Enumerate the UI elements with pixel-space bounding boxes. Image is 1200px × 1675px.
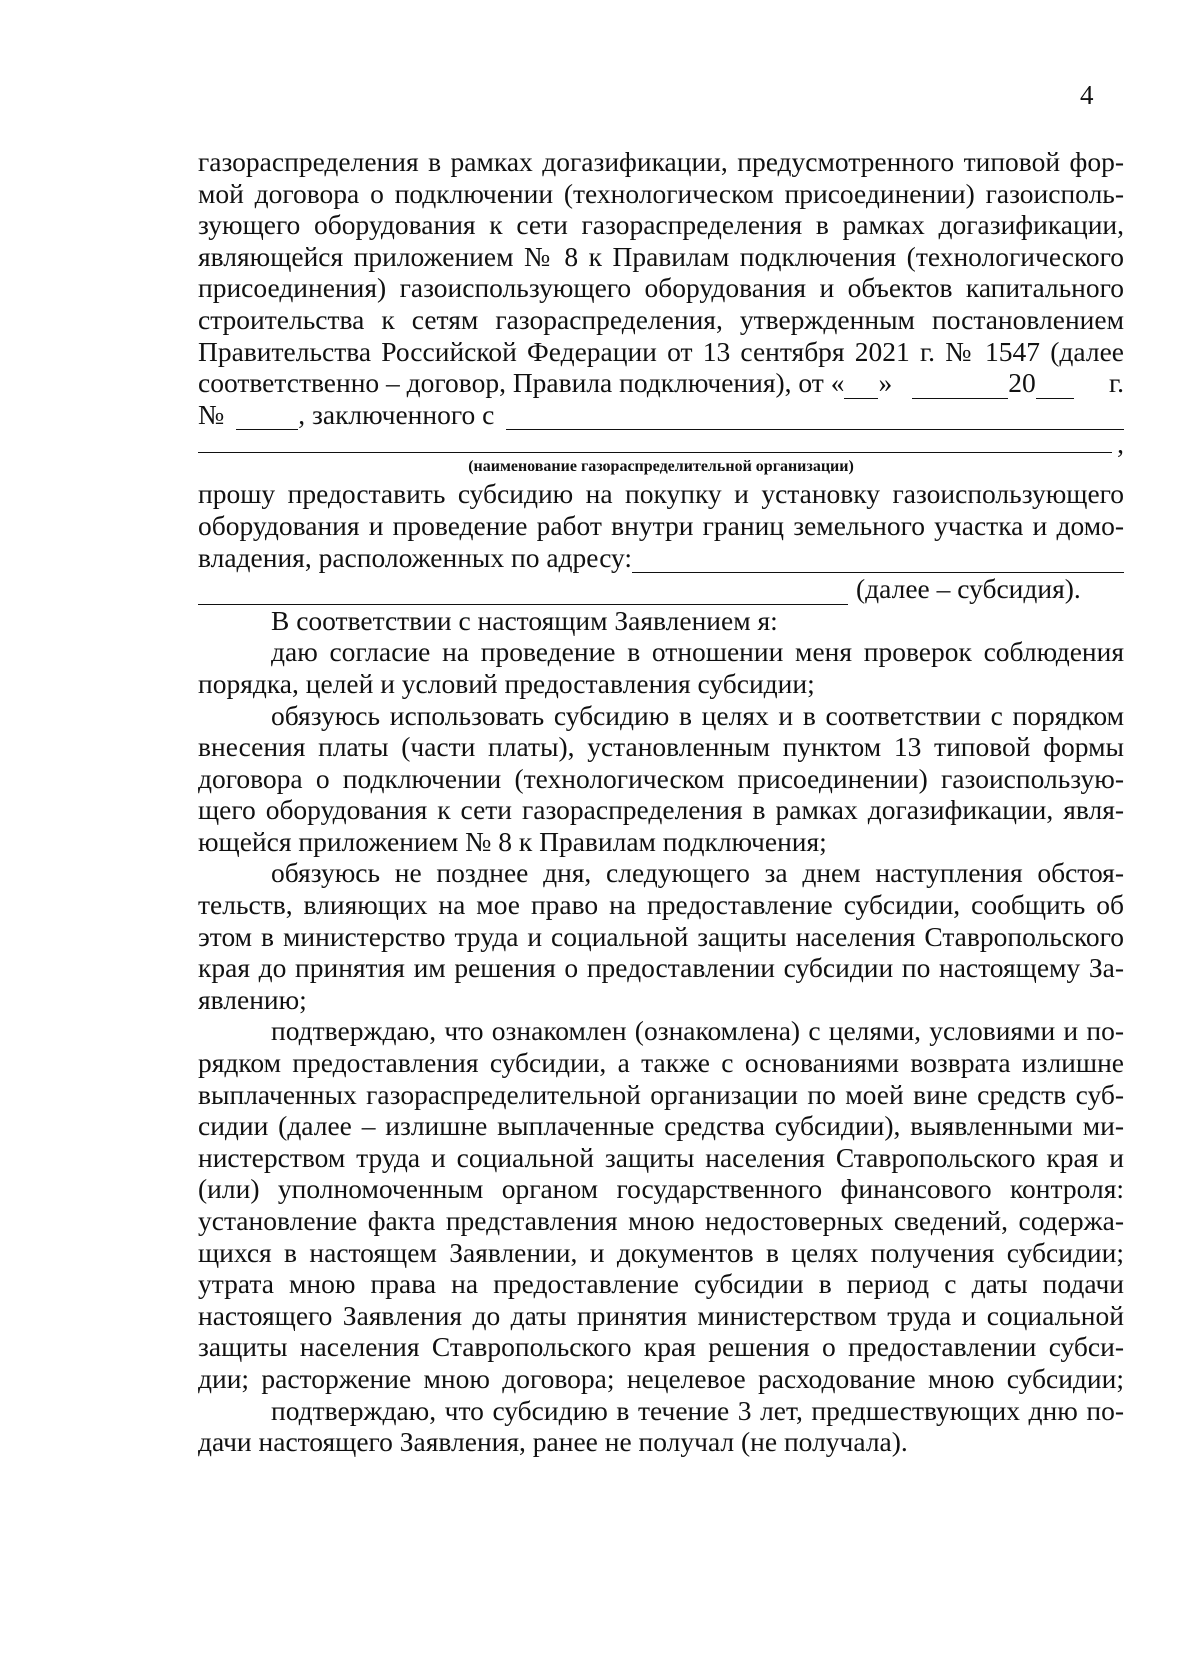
address-blank bbox=[632, 550, 1124, 573]
contract-number-blank bbox=[236, 407, 298, 430]
text-line: подтверждаю, что субсидию в течение 3 лет, предшествующих дню по- bbox=[271, 1394, 1124, 1426]
text-line: сидии (далее – излишне выплаченные средства субсидии), выявленными ми- bbox=[198, 1110, 1124, 1142]
text-line: прошу предоставить субсидию на покупку и установку газоиспользующего bbox=[198, 478, 1124, 510]
text-line: этом в министерство труда и социальной защиты населения Ставропольского bbox=[198, 920, 1124, 952]
year-prefix: 20 bbox=[1008, 367, 1036, 399]
text-line: подтверждаю, что ознакомлен (ознакомлена) с целями, условиями и по- bbox=[271, 1015, 1124, 1047]
address-line bbox=[198, 542, 1124, 574]
text-line: договора о подключении (технологическом присоединении) газоиспользую- bbox=[198, 762, 1124, 794]
text-line: нистерством труда и социальной защиты населения Ставропольского края и bbox=[198, 1141, 1124, 1173]
text-line: установление факта представления мною недостоверных сведений, содержа- bbox=[198, 1205, 1124, 1236]
text-line: тельств, влияющих на мое право на предоставление субсидии, сообщить об bbox=[198, 889, 1124, 921]
field-caption: (наименование газораспределительной организации) bbox=[468, 458, 854, 476]
text-line: защиты населения Ставропольского края решения о предоставлении субси- bbox=[198, 1331, 1124, 1363]
number-sign: № bbox=[198, 398, 225, 430]
text-line: явлению; bbox=[198, 983, 307, 1015]
text-line: рядком предоставления субсидии, а также с основаниями возврата излишне bbox=[198, 1047, 1124, 1079]
text-line: газораспределения в рамках догазификации, предусмотренного типовой фор- bbox=[198, 146, 1124, 177]
text-line: щихся в настоящем Заявлении, и документов в целях получения субсидии; bbox=[198, 1236, 1124, 1268]
organization-name-blank bbox=[198, 452, 1112, 453]
text-line: края до принятия им решения о предоставлении субсидии по настоящему За- bbox=[198, 952, 1124, 984]
intro-block bbox=[198, 146, 1124, 1458]
text-fragment: г. bbox=[1108, 367, 1124, 399]
text-fragment: » bbox=[878, 367, 893, 399]
text-fragment: , заключенного с bbox=[298, 398, 495, 430]
text-line: мой договора о подключении (технологическом присоединении) газоисполь- bbox=[198, 177, 1124, 209]
text-line: настоящего Заявления до даты принятия министерством труда и социальной bbox=[198, 1299, 1124, 1331]
text-fragment: (далее – субсидия). bbox=[856, 573, 1081, 605]
text-line: зующего оборудования к сети газораспределения в рамках догазификации, bbox=[198, 209, 1124, 241]
text-line: утрата мною права на предоставление субсидии в период с даты подачи bbox=[198, 1268, 1124, 1300]
page-number: 4 bbox=[1080, 80, 1094, 110]
text-line: присоединения) газоиспользующего оборудования и объектов капитального bbox=[198, 272, 1124, 304]
text-fragment: соответственно – договор, Правила подключения), от « bbox=[198, 367, 845, 399]
text-line: обязуюсь использовать субсидию в целях и в соответствии с порядком bbox=[271, 699, 1124, 731]
contract-date-line bbox=[198, 367, 1124, 399]
text-fragment: владения, расположенных по адресу: bbox=[198, 541, 633, 573]
address-blank-2 bbox=[198, 582, 848, 605]
text-line: ющейся приложением № 8 к Правилам подключения; bbox=[198, 825, 827, 857]
address-line-2 bbox=[198, 573, 1124, 605]
text-line: даю согласие на проведение в отношении меня проверок соблюдения bbox=[271, 636, 1124, 668]
text-line: дачи настоящего Заявления, ранее не получал (не получала). bbox=[198, 1426, 908, 1458]
text-line: внесения платы (части платы), установленным пунктом 13 типовой формы bbox=[198, 731, 1124, 763]
text-line: (или) уполномоченным органом государственного финансового контроля: bbox=[198, 1173, 1124, 1205]
text-fragment: , bbox=[1117, 428, 1124, 460]
text-line: строительства к сетям газораспределения, утвержденным постановлением bbox=[198, 303, 1124, 335]
section-intro: В соответствии с настоящим Заявлением я: bbox=[271, 604, 778, 636]
organization-blank bbox=[506, 407, 1124, 430]
day-blank bbox=[844, 376, 878, 399]
text-line: щего оборудования к сети газораспределения в рамках догазификации, явля- bbox=[198, 794, 1124, 826]
text-line: Правительства Российской Федерации от 13 сентября 2021 г. № 1547 (далее bbox=[198, 335, 1124, 367]
year-blank bbox=[1036, 376, 1074, 399]
contract-number-line bbox=[198, 399, 1124, 431]
text-line: дии; расторжение мною договора; нецелевое расходование мною субсидии; bbox=[198, 1362, 1124, 1394]
text-line: оборудования и проведение работ внутри границ земельного участка и домо- bbox=[198, 509, 1124, 541]
text-line: порядка, целей и условий предоставления субсидии; bbox=[198, 667, 815, 699]
text-line: обязуюсь не позднее дня, следующего за днем наступления обстоя- bbox=[271, 857, 1124, 889]
month-blank bbox=[912, 376, 1008, 399]
text-line: являющейся приложением № 8 к Правилам подключения (технологического bbox=[198, 240, 1124, 272]
organization-name-line bbox=[198, 430, 1124, 464]
text-line: выплаченных газораспределительной организации по моей вине средств суб- bbox=[198, 1078, 1124, 1110]
